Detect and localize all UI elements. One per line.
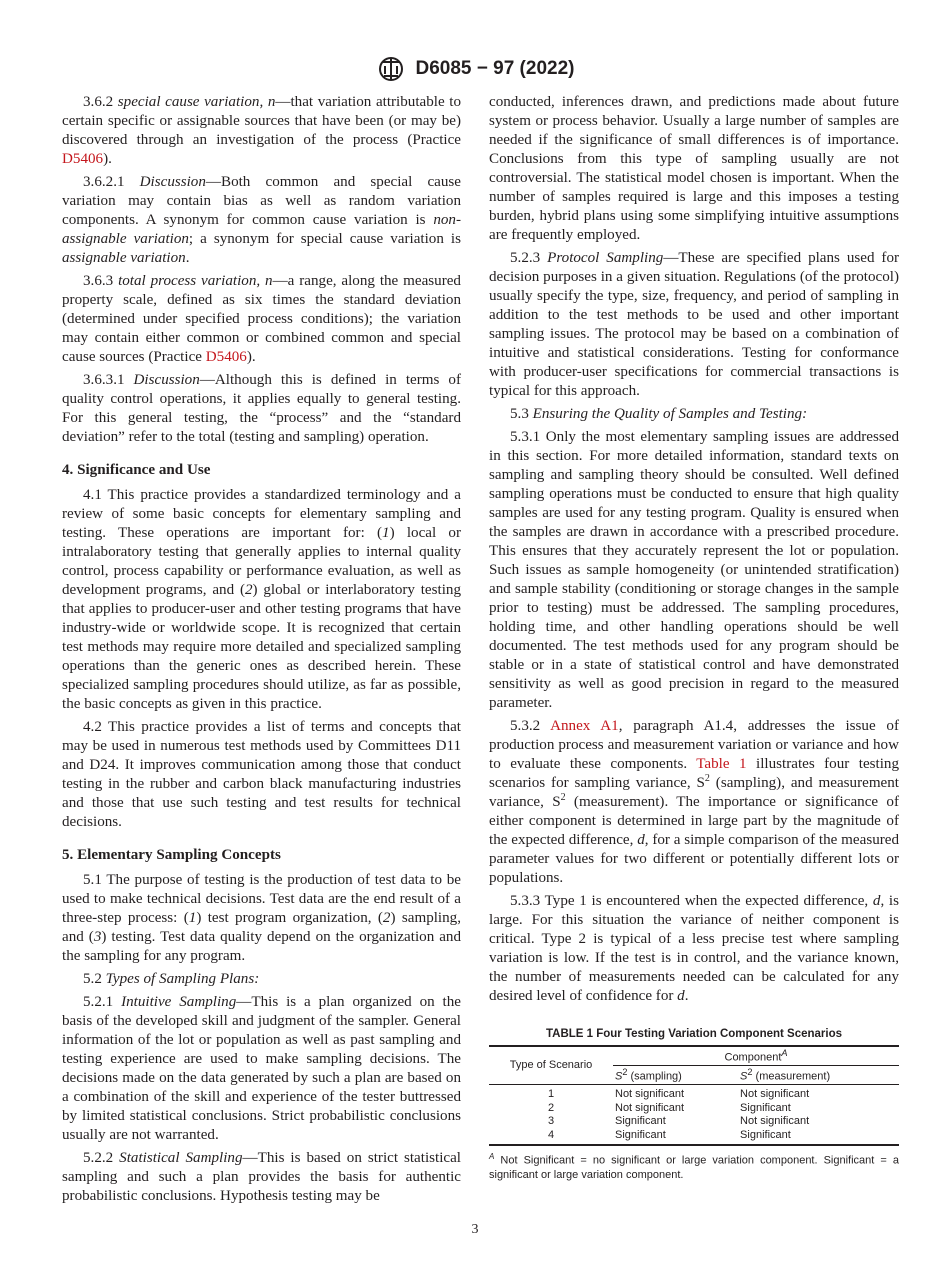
text-run: 2 — [560, 791, 566, 803]
table-cell: 3 — [547, 1115, 555, 1128]
col-sampling-header — [613, 1066, 738, 1085]
text-run: ) testing. Test data quality depend on the organization and the sampling for any program. — [62, 929, 462, 964]
text-run: Statistical Sampling — [119, 1150, 243, 1166]
astm-logo-icon — [376, 56, 406, 82]
text-run: 2 — [244, 582, 253, 598]
text-run: 1 — [382, 525, 390, 541]
text-run: (sampling), and measurement variance, S — [489, 775, 899, 810]
text-run: 5.2.1 — [83, 994, 122, 1010]
text-run: 2 — [704, 772, 710, 784]
text-run: 5.2.3 — [510, 250, 548, 266]
table-footnote — [489, 1150, 899, 1182]
reference-link[interactable]: Annex A1 — [550, 718, 619, 734]
table-cell: Not significant — [740, 1088, 810, 1101]
table-cell: Not significant — [740, 1115, 810, 1128]
paragraph — [62, 93, 461, 169]
footnote-ref: A — [781, 1048, 788, 1058]
text-run: Protocol Sampling — [547, 250, 664, 266]
footnote-text: Not Significant = no significant or large variation component. Significant = a significant or large variation component. — [489, 1154, 899, 1181]
text-run: 5.3.2 — [510, 718, 551, 734]
text-run: conducted, inferences drawn, and predictions made about future system or process behavior. Usually a large number of samples are needed if the significance of small differences is of importance. Conclusions from this type of sampling usually are not controversial. The statistical model chosen is important. When the number of samples required is large and this imposes a testing burden, hybrid plans using some simplifying intuitive assumptions are frequently employed. — [489, 94, 899, 243]
text-run: ). — [103, 151, 112, 167]
text-run: assignable variation — [62, 250, 186, 266]
section-heading — [62, 461, 461, 480]
text-run: d — [677, 988, 685, 1004]
text-run: 5.1 The purpose of testing is the production of test data to be used to make technical decisions. Test data are the end result of a three-step process: ( — [62, 872, 461, 926]
paragraph — [489, 717, 899, 888]
text-run: ) test program organization, ( — [196, 910, 383, 926]
text-run: , for a simple comparison of the measured parameter values for two different or potentially different lots or populations. — [489, 832, 900, 886]
paragraph — [62, 970, 461, 989]
s-symbol: S — [740, 1070, 748, 1083]
text-run: ) local or intralaboratory testing that generally applies to internal quality control, process capability or performance evaluation, as well as development programs, and ( — [62, 525, 462, 598]
text-run: Discussion — [139, 174, 206, 190]
text-run: Ensuring the Quality of Samples and Testing: — [532, 406, 808, 422]
text-run: Intuitive Sampling — [121, 994, 237, 1010]
s-symbol: S — [615, 1070, 623, 1083]
footnote-mark: A — [489, 1152, 495, 1162]
text-run: 5. Elementary Sampling Concepts — [62, 847, 281, 863]
text-run: (measurement). The importance or significance of either component is determined in large part by the magnitude of the expected difference, — [489, 794, 899, 848]
text-run: 4. Significance and Use — [62, 462, 211, 478]
col-group-header — [613, 1046, 899, 1066]
paragraph — [489, 405, 899, 424]
table-cell: 2 — [547, 1101, 555, 1114]
paragraph — [62, 993, 461, 1145]
table-1 — [489, 1028, 899, 1182]
text-run: —a range, along the measured property scale, defined as six times the standard deviation (determined under specified process conditions); the variation may contain either common or combined common and special cause sources (Practice — [62, 273, 461, 365]
paragraph — [489, 93, 899, 245]
left-column — [62, 93, 461, 1210]
page-number: 3 — [471, 1222, 479, 1237]
reference-link[interactable]: D5406 — [62, 151, 104, 167]
paragraph — [489, 428, 899, 713]
table-cell: Not significant — [615, 1088, 685, 1101]
text-run: special cause variation, n — [117, 94, 276, 110]
col-type-header: Type of Scenario — [489, 1046, 613, 1085]
text-run: . — [185, 250, 190, 266]
text-run: 4.2 This practice provides a list of terms and concepts that may be used in numerous test methods used by Committees D11 and D24. It improves communication among those that conduct testing in the rubber and carbon black manufacturing industries and those that use such testing and test results for technical decisions. — [62, 719, 461, 830]
text-run: 5.2.2 — [83, 1150, 120, 1166]
text-run: 5.3.1 Only the most elementary sampling issues are addressed in this section. For more detailed information, standard texts on sampling and sampling theory should be consulted. Well defined sampling operations must be conducted to ensure that high quality samples are used for any testing program. Quality is ensured when the samples are drawn in accordance with a prescribed procedure. This ensures that they accurately represent the lot or population. Such issues as sample homogeneity (or unintended stratification) and sample stability (conditioning or storage changes in the sample prior to testing) must be addressed. The sampling procedures, holding time, and other handling operations should be well documented. The test methods used for any program should be stable or in a state of statistical control and have demonstrated sensitivity as well as good precision in regard to the measured parameter. — [489, 429, 899, 711]
table-row — [489, 1102, 899, 1116]
table-row — [489, 1129, 899, 1146]
paragraph — [62, 486, 461, 714]
table-row — [489, 1115, 899, 1129]
text-run: 1 — [188, 910, 197, 926]
text-run: Discussion — [133, 372, 200, 388]
table-cell: Not significant — [615, 1101, 685, 1114]
text-run: ). — [246, 349, 256, 365]
text-run: 5.2 — [83, 971, 106, 987]
reference-link[interactable]: Table 1 — [696, 756, 747, 772]
text-run: illustrates four testing scenarios for sampling variance, S — [489, 756, 900, 791]
text-run: 3.6.2 — [83, 94, 118, 110]
text-run: —This is a plan organized on the basis of the developed skill and judgment of the sampler. General information of the lot or population as well as past sampling and testing experience are used to make sampling decisions. The decisions made on the data generated by such a plan are based on a combination of the skill and experience of the tester buttressed by limited statistical conclusions. Strict probabilistic conclusions usually are not warranted. — [62, 994, 462, 1143]
table-title: TABLE 1 Four Testing Variation Component Scenarios — [545, 1028, 843, 1040]
col-measurement-header — [738, 1066, 899, 1085]
paragraph — [489, 249, 899, 401]
text-run: d — [872, 893, 881, 909]
text-run: —that variation attributable to certain specific or assignable sources that have been (or may be) discovered through an investigation of the process (Practice — [62, 94, 462, 148]
document-designation: D6085 − 97 (2022) — [415, 58, 575, 79]
sup: 2 — [622, 1067, 628, 1078]
table-cell: 4 — [547, 1128, 555, 1141]
text-run: —This is based on strict statistical sampling and such a plan provides the basis for authentic probabilistic conclusions. Hypothesis testing may be — [62, 1150, 462, 1204]
text-run: 3.6.3 — [83, 273, 119, 289]
table-cell: Significant — [740, 1128, 791, 1141]
paragraph — [62, 871, 461, 966]
sup: 2 — [747, 1067, 753, 1078]
paragraph — [489, 892, 899, 1006]
table-row — [489, 1085, 899, 1102]
text-run: , paragraph A1.4, addresses the issue of production process and measurement variation or variance and how to evaluate these components. — [489, 718, 899, 772]
table-cell: 1 — [547, 1088, 555, 1101]
text-run: 5.3 — [510, 406, 533, 422]
text-run: 3.6.2.1 — [83, 174, 140, 190]
section-heading — [62, 846, 461, 865]
text-run: 2 — [382, 910, 391, 926]
text-run: ) sampling, and ( — [62, 910, 461, 945]
text-run: , is large. For this situation the variance of neither component is critical. Type 2 is typical of a less precise test where sampling variation is low. If the test is in control, and the variance known, the number of measurements needed can be calculated for any desired level of confidence for — [489, 893, 899, 1004]
paragraph — [62, 371, 461, 447]
reference-link[interactable]: D5406 — [205, 349, 247, 365]
text-run: d — [637, 832, 645, 848]
paragraph — [62, 1149, 461, 1206]
text-run: ; a synonym for special cause variation is — [188, 231, 461, 247]
text-run: 3 — [93, 929, 102, 945]
sampling-label: (sampling) — [627, 1070, 682, 1083]
text-run: 3.6.3.1 — [83, 372, 134, 388]
component-label: Component — [724, 1051, 782, 1064]
paragraph — [62, 718, 461, 832]
table-cell: Significant — [740, 1101, 791, 1114]
text-run: 4.1 This practice provides a standardized terminology and a review of some basic concepts for elementary sampling and testing. These operations are important for: ( — [62, 487, 461, 541]
text-run: total process variation, n — [118, 273, 273, 289]
right-column — [489, 93, 899, 1010]
paragraph — [62, 272, 461, 367]
text-run: non-assignable variation — [62, 212, 461, 247]
text-run: . — [684, 988, 689, 1004]
table-cell: Significant — [615, 1128, 666, 1141]
text-run: Types of Sampling Plans: — [105, 971, 260, 987]
text-run: ) global or interlaboratory testing that applies to producer-user and other testing programs that have industry-wide or worldwide scope. It is recognized that certain test methods may require more detailed and specialized sampling operations than the generic ones as described herein. These specialized sampling procedures should utilize, as far as possible, the basic concepts as given in this practice. — [62, 582, 461, 712]
text-run: —Both common and special cause variation may contain bias as well as random variation components. A synonym for common cause variation is — [62, 174, 461, 228]
table-cell: Significant — [615, 1115, 666, 1128]
paragraph — [62, 173, 461, 268]
page-header — [0, 56, 950, 82]
text-run: 5.3.3 Type 1 is encountered when the expected difference, — [510, 893, 873, 909]
text-run: —These are specified plans used for decision purposes in a given situation. Regulations (of the protocol) usually specify the type, size, frequency, and period of sampling in addition to the test methods to be used and other important sampling issues. The protocol may be based on a combination of intuitive and statistical considerations. Testing for conformance with producer-user specifications for commercial transactions is typical for this approach. — [489, 250, 900, 399]
measurement-label: (measurement) — [752, 1070, 831, 1083]
text-run: —Although this is defined in terms of quality control operations, it applies equally to general testing. For this general testing, the “process” and the “standard deviation” refer to the total (testing and sampling) operation. — [62, 372, 461, 445]
